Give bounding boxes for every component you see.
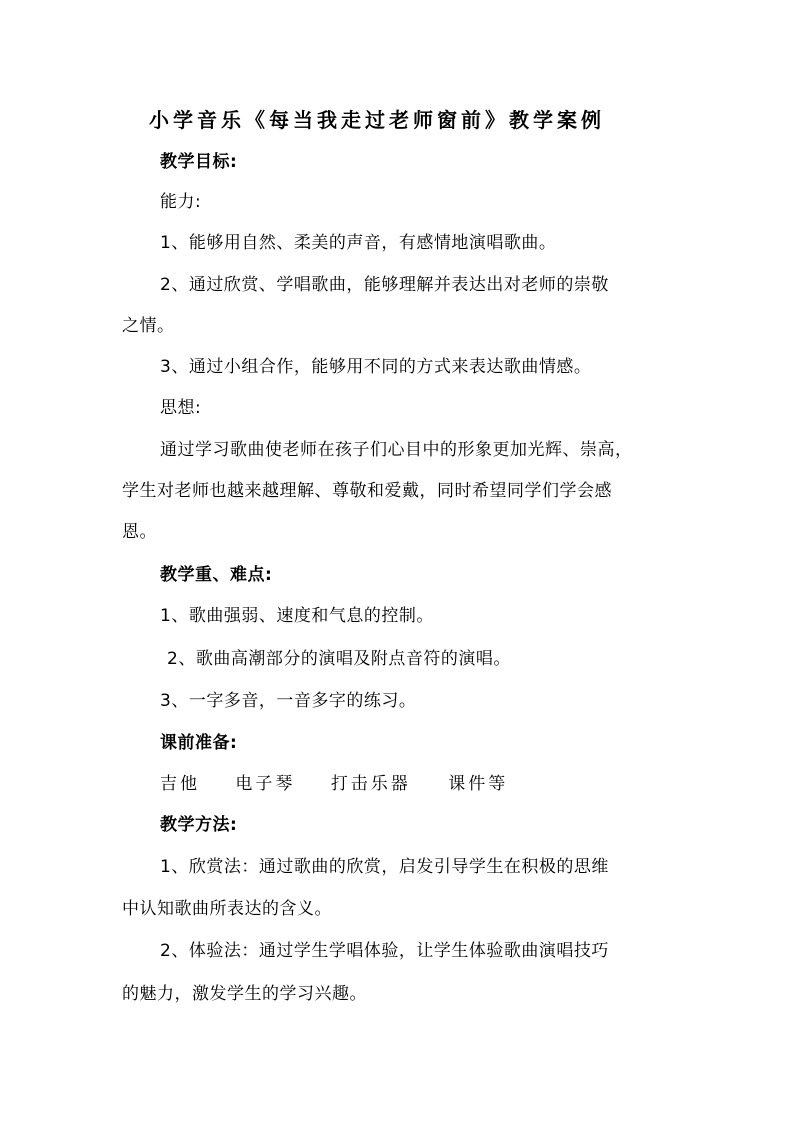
preparation-item-keyboard: 电子琴: [235, 774, 296, 794]
document-title: 小学音乐《每当我走过老师窗前》教学案例: [149, 108, 605, 132]
key-point-2: 2、歌曲高潮部分的演唱及附点音符的演唱。: [167, 649, 511, 669]
method-2-line-1: 2、体验法：通过学生学唱体验，让学生体验歌曲演唱技巧: [160, 941, 609, 961]
key-point-3: 3、一字多音，一音多字的练习。: [160, 691, 417, 711]
objectives-heading: 教学目标:: [160, 152, 238, 172]
thought-line-2: 学生对老师也越来越理解、尊敬和爱戴，同时希望同学们学会感: [122, 481, 612, 501]
ability-item-1: 1、能够用自然、柔美的声音，有感情地演唱歌曲。: [160, 233, 557, 253]
thought-line-3: 恩。: [122, 522, 157, 542]
preparation-items: [160, 772, 508, 796]
preparation-item-courseware: 课件等: [448, 774, 509, 794]
preparation-item-guitar: 吉他: [160, 774, 200, 794]
preparation-item-percussion: 打击乐器: [330, 774, 411, 794]
preparation-heading: 课前准备:: [160, 733, 238, 753]
method-1-line-1: 1、欣赏法：通过歌曲的欣赏，启发引导学生在积极的思维: [160, 857, 609, 877]
ability-item-3: 3、通过小组合作，能够用不同的方式来表达歌曲情感。: [160, 357, 592, 377]
method-2-line-2: 的魅力，激发学生的学习兴趣。: [122, 984, 367, 1004]
key-points-heading: 教学重、难点:: [160, 565, 273, 585]
methods-heading: 教学方法:: [160, 815, 238, 835]
method-1-line-2: 中认知歌曲所表达的含义。: [122, 899, 332, 919]
ability-item-2-line-1: 2、通过欣赏、学唱歌曲，能够理解并表达出对老师的崇敬: [160, 275, 609, 295]
key-point-1: 1、歌曲强弱、速度和气息的控制。: [160, 606, 434, 626]
thought-line-1: 通过学习歌曲使老师在孩子们心目中的形象更加光辉、崇高，: [160, 440, 633, 460]
ability-label: 能力:: [160, 192, 202, 212]
ability-item-2-line-2: 之情。: [122, 316, 175, 336]
thought-label: 思想:: [160, 398, 202, 418]
